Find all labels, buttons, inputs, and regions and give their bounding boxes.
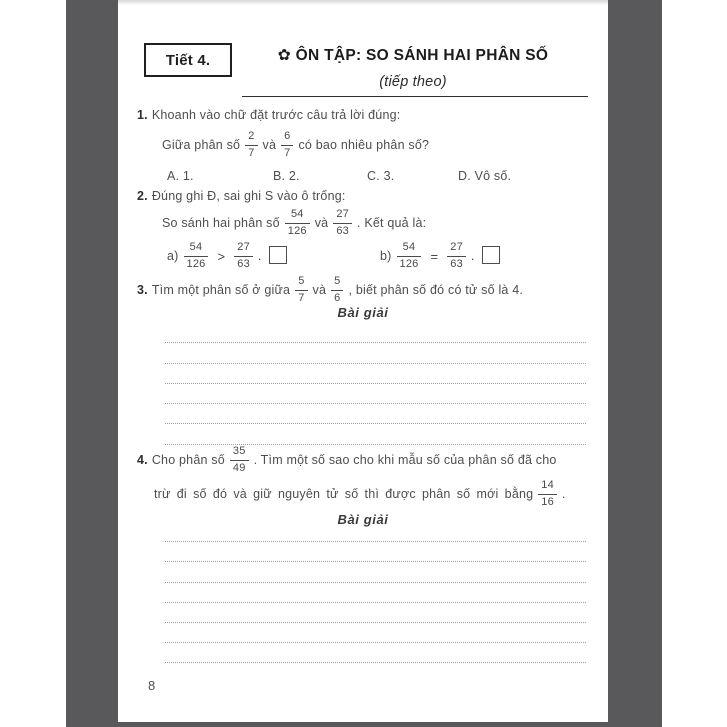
fraction-denominator: 126 <box>186 257 206 270</box>
option-b: B. 2. <box>273 169 300 183</box>
exercise-2-question-mid: và <box>314 216 329 230</box>
writing-line <box>165 522 586 542</box>
fraction-denominator: 7 <box>298 291 305 304</box>
exercise-4-line-2-text: trừ đi số đó và giữ nguyên tử số thì được phân số mới bằng <box>154 487 534 501</box>
fraction-numerator: 2 <box>245 130 257 145</box>
fraction-denominator: 16 <box>541 495 554 508</box>
writing-line <box>165 424 586 444</box>
exercise-3-number: 3. <box>137 283 148 297</box>
exercise-2-question <box>162 205 426 241</box>
solution-writing-area <box>165 522 586 663</box>
period: . <box>470 249 475 263</box>
fraction <box>447 241 466 270</box>
solution-heading: Bài giải <box>337 305 389 320</box>
fraction <box>281 130 293 159</box>
fraction <box>245 130 257 159</box>
page-title <box>226 46 600 65</box>
fraction-denominator: 6 <box>334 291 341 304</box>
equals-sign: = <box>430 248 439 264</box>
fraction <box>538 479 557 508</box>
fraction <box>331 275 343 304</box>
answer-box <box>269 246 287 264</box>
fraction-numerator: 54 <box>397 241 422 256</box>
lesson-number-box <box>144 43 232 77</box>
exercise-2-number: 2. <box>137 189 148 203</box>
fraction <box>234 241 253 270</box>
writing-line <box>165 603 586 623</box>
fraction-numerator: 27 <box>234 241 253 256</box>
exercise-1-question-after: có bao nhiêu phân số? <box>298 138 430 152</box>
exercise-2-answer-a <box>167 238 287 274</box>
fraction-numerator: 6 <box>281 130 293 145</box>
exercise-1-options <box>118 169 608 187</box>
exercise-4-line-1 <box>137 443 557 477</box>
fraction-numerator: 54 <box>285 208 310 223</box>
exercise-3-question-after: , biết phân số đó có tử số là 4. <box>348 283 524 297</box>
lesson-number-label: Tiết 4. <box>165 51 211 69</box>
title-underline <box>242 96 588 97</box>
exercise-2-answer-b <box>380 238 500 274</box>
answer-a-label: a) <box>167 249 179 263</box>
page-photo-background <box>66 0 662 727</box>
writing-line <box>165 343 586 363</box>
writing-line <box>165 384 586 404</box>
option-d: D. Vô số. <box>458 169 512 183</box>
fraction-denominator: 7 <box>284 146 291 159</box>
florette-icon: ✿ <box>277 47 291 64</box>
exercise-1-number: 1. <box>137 108 148 122</box>
greater-than-sign: > <box>217 248 226 264</box>
writing-line <box>165 562 586 582</box>
fraction-numerator: 54 <box>184 241 209 256</box>
exercise-4-number: 4. <box>137 453 148 467</box>
solution-writing-area <box>165 323 586 445</box>
exercise-1-question-mid: và <box>262 138 277 152</box>
exercise-2-question-before: So sánh hai phân số <box>162 216 280 230</box>
fraction-numerator: 14 <box>538 479 557 494</box>
fraction-numerator: 27 <box>333 208 352 223</box>
fraction-denominator: 63 <box>237 257 250 270</box>
fraction-numerator: 5 <box>331 275 343 290</box>
writing-line <box>165 404 586 424</box>
exercise-4-line-2 <box>154 477 566 511</box>
fraction-denominator: 126 <box>287 224 307 237</box>
page-title-text: ÔN TẬP: SO SÁNH HAI PHÂN SỐ <box>295 47 549 64</box>
exercise-2-prompt <box>137 189 346 203</box>
writing-line <box>165 364 586 384</box>
page-number: 8 <box>148 678 156 693</box>
writing-line <box>165 643 586 663</box>
fraction-numerator: 35 <box>230 445 249 460</box>
exercise-3-question-before: Tìm một phân số ở giữa <box>151 283 291 297</box>
fraction <box>397 241 422 270</box>
fraction <box>333 208 352 237</box>
exercise-4-text-before: Cho phân số <box>151 453 225 467</box>
exercise-1-question <box>162 128 429 162</box>
solution-heading: Bài giải <box>337 512 389 527</box>
exercise-3-question <box>137 272 523 308</box>
exercise-2-prompt-text: Đúng ghi Đ, sai ghi S vào ô trống: <box>151 189 346 203</box>
workbook-page <box>118 0 608 722</box>
exercise-1-question-before: Giữa phân số <box>162 138 241 152</box>
exercise-1-prompt <box>137 108 400 122</box>
exercise-1-prompt-text: Khoanh vào chữ đặt trước câu trả lời đúng: <box>151 108 401 122</box>
option-a: A. 1. <box>167 169 194 183</box>
answer-b-label: b) <box>380 249 392 263</box>
fraction <box>285 208 310 237</box>
page-subtitle: (tiếp theo) <box>379 74 447 90</box>
fraction-denominator: 63 <box>336 224 349 237</box>
writing-line <box>165 542 586 562</box>
option-c: C. 3. <box>367 169 395 183</box>
exercise-4-text-after: . Tìm một số sao cho khi mẫu số của phân số đã cho <box>253 453 557 467</box>
fraction-denominator: 63 <box>450 257 463 270</box>
exercise-3-question-mid: và <box>312 283 327 297</box>
fraction-numerator: 5 <box>295 275 307 290</box>
exercise-2-question-after: . Kết quả là: <box>356 216 427 230</box>
fraction <box>184 241 209 270</box>
fraction <box>230 445 249 474</box>
fraction-denominator: 7 <box>248 146 255 159</box>
writing-line <box>165 323 586 343</box>
period: . <box>561 487 566 501</box>
writing-line <box>165 583 586 603</box>
fraction-denominator: 126 <box>399 257 419 270</box>
period: . <box>257 249 262 263</box>
fraction <box>295 275 307 304</box>
answer-box <box>482 246 500 264</box>
fraction-numerator: 27 <box>447 241 466 256</box>
fraction-denominator: 49 <box>232 461 246 474</box>
writing-line <box>165 623 586 643</box>
